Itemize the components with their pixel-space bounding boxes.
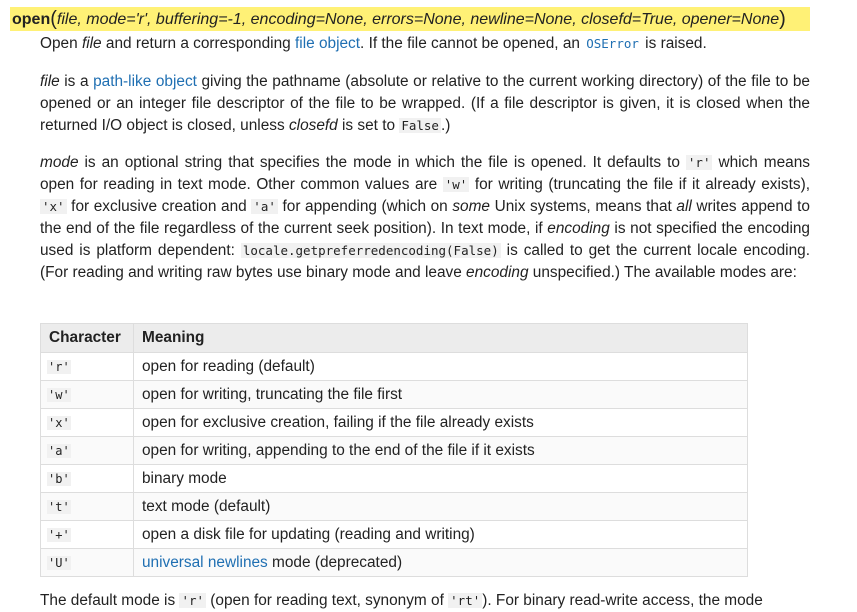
table-row [41, 549, 748, 577]
mode-char: 'U' [48, 555, 70, 570]
code-mode-r: 'r' [181, 593, 205, 608]
code-false: False [401, 118, 439, 133]
mode-meaning-cell: text mode (default) [134, 493, 748, 521]
paragraph-open-description: Open file and return a corresponding file object. If the file cannot be opened, an OSError is raised. [40, 35, 707, 52]
mode-char: 't' [48, 499, 70, 514]
code-locale-call: locale.getpreferredencoding(False) [242, 243, 499, 258]
table-row [41, 353, 748, 381]
mode-char-cell [41, 409, 134, 437]
universal-newlines-link[interactable]: universal newlines [142, 553, 268, 571]
table-row [41, 381, 748, 409]
emphasis-some: some [452, 198, 490, 215]
function-signature [10, 7, 810, 31]
signature-close-paren: ) [779, 8, 786, 30]
mode-meaning-cell: binary mode [134, 465, 748, 493]
mode-char-cell [41, 353, 134, 381]
path-like-object-link[interactable]: path-like object [93, 73, 197, 90]
param-closefd: closefd [288, 117, 338, 134]
mode-char-cell [41, 381, 134, 409]
mode-char-cell [41, 493, 134, 521]
param-encoding: encoding [466, 264, 529, 281]
file-object-link[interactable]: file object [295, 35, 361, 52]
column-header-meaning: Meaning [134, 324, 748, 353]
code-mode-w: 'w' [444, 177, 468, 192]
code-mode-x: 'x' [42, 199, 65, 214]
mode-meaning-cell: open for writing, truncating the file first [134, 381, 748, 409]
table-row [41, 465, 748, 493]
mode-char: 'r' [48, 359, 70, 374]
mode-char: '+' [48, 527, 70, 542]
table-row [41, 493, 748, 521]
function-name: open [12, 11, 51, 28]
mode-char-cell [41, 549, 134, 577]
mode-char-cell [41, 521, 134, 549]
signature-open-paren: ( [50, 8, 57, 30]
mode-meaning-cell: open for writing, appending to the end of the file if it exists [134, 437, 748, 465]
code-mode-r: 'r' [687, 155, 711, 170]
table-row [41, 437, 748, 465]
code-mode-a: 'a' [253, 199, 276, 214]
param-encoding: encoding [547, 220, 610, 237]
mode-meaning-cell: open for exclusive creation, failing if the file already exists [134, 409, 748, 437]
mode-meaning-cell: universal newlines mode (deprecated) [134, 549, 748, 577]
mode-meaning-cell: open for reading (default) [134, 353, 748, 381]
mode-meaning-cell: open a disk file for updating (reading and writing) [134, 521, 748, 549]
paragraph-default-mode: The default mode is 'r' (open for reading text, synonym of 'rt' ). For binary read-write access, the mode [40, 592, 763, 609]
column-header-character: Character [41, 324, 134, 353]
mode-char: 'x' [48, 415, 70, 430]
table-row [41, 409, 748, 437]
mode-char: 'b' [48, 471, 70, 486]
param-file: file [40, 73, 60, 90]
table-header-row [41, 324, 748, 353]
mode-char-cell [41, 465, 134, 493]
function-params: file, mode='r', buffering=-1, encoding=None, errors=None, newline=None, closefd=True, opener=None [56, 11, 780, 28]
paragraph-mode-param: mode is an optional string that specifies the mode in which the file is opened. It defaults to 'r' which means open for reading in text mode. Other common values are 'w' for writing (truncating the file if it already exists), 'x' for exclusive creation and 'a' for appending (which on some Unix systems, means that all writes append to the end of the file regardless of the current seek position). In text mode, if encoding is not specified the encoding used is platform dependent: locale.getpreferredencoding(False) is called to get the current locale encoding. (For reading and writing raw bytes use binary mode and leave encoding unspecified.) The available modes are: [40, 154, 810, 281]
oserror-link[interactable]: OSError [586, 36, 639, 51]
code-mode-rt: 'rt' [450, 593, 481, 608]
paragraph-file-param: file is a path-like object giving the pathname (absolute or relative to the current working directory) of the file to be opened or an integer file descriptor of the file to be wrapped. (If a file descriptor is given, it is closed when the returned I/O object is closed, unless closefd is set to False .) [40, 73, 810, 134]
emphasis-all: all [676, 198, 692, 215]
modes-table [40, 323, 748, 577]
mode-char-cell [41, 437, 134, 465]
mode-char: 'w' [48, 387, 70, 402]
param-file: file [81, 35, 102, 52]
table-row [41, 521, 748, 549]
mode-char: 'a' [48, 443, 70, 458]
param-mode: mode [40, 154, 79, 171]
